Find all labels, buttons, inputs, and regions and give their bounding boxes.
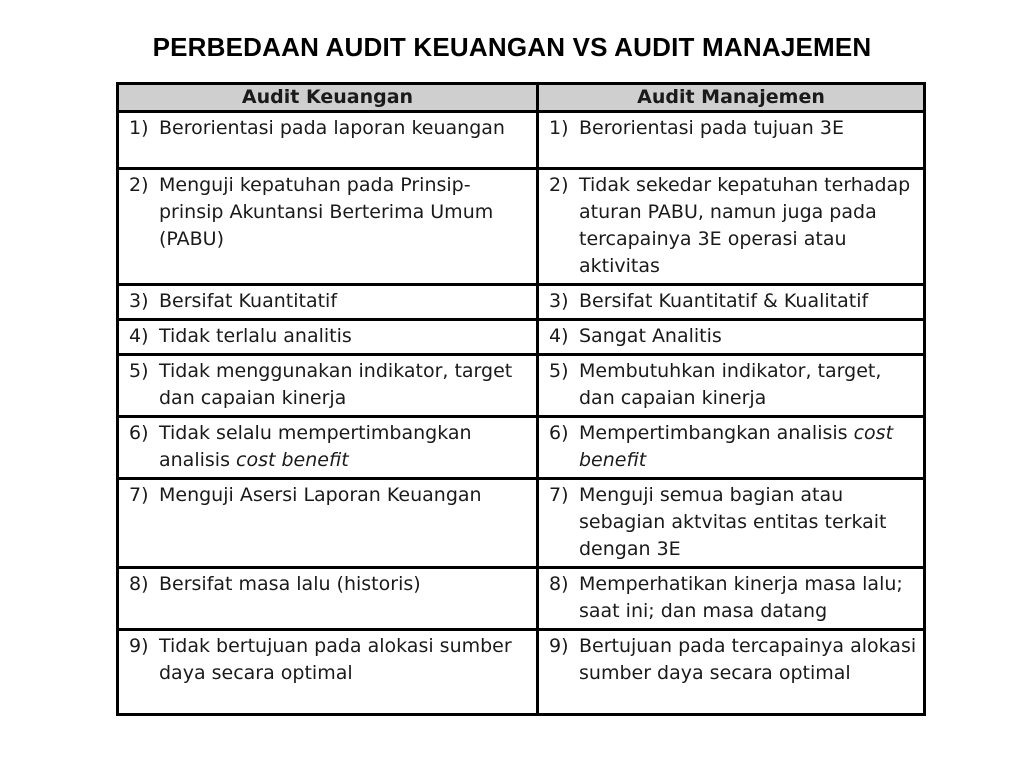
item-text-main: Tidak bertujuan pada alokasi sumber daya secara optimal: [159, 635, 512, 684]
item-number: 4): [549, 325, 569, 347]
item-text-main: Sangat Analitis: [579, 325, 722, 347]
audit-keuangan-cell: [118, 630, 538, 715]
item-text-main: Bersifat Kuantitatif & Kualitatif: [579, 290, 869, 312]
item-text-main: Menguji kepatuhan pada Prinsip-prinsip Akuntansi Berterima Umum (PABU): [159, 174, 494, 250]
audit-manajemen-cell: [538, 285, 925, 320]
audit-keuangan-cell: [118, 568, 538, 630]
audit-keuangan-cell: [118, 417, 538, 479]
item-text-main: Bersifat Kuantitatif: [159, 290, 338, 312]
item-text: [159, 482, 532, 509]
audit-manajemen-cell: [538, 568, 925, 630]
audit-manajemen-cell: [538, 112, 925, 169]
item-number: 2): [129, 174, 149, 196]
item-number: 9): [549, 635, 569, 657]
audit-manajemen-cell: [538, 479, 925, 568]
item-number: 3): [549, 290, 569, 312]
table-row: [118, 285, 925, 320]
table-row: [118, 417, 925, 479]
item-number: 7): [549, 484, 569, 506]
item-number: 3): [129, 290, 149, 312]
item-text-main: Bersifat masa lalu (historis): [159, 573, 421, 595]
table-row: [118, 112, 925, 169]
item-text: [159, 115, 532, 142]
item-number: 9): [129, 635, 149, 657]
table-row: [118, 320, 925, 355]
item-text-main: Bertujuan pada tercapainya alokasi sumber daya secara optimal: [579, 635, 917, 684]
audit-keuangan-cell: [118, 169, 538, 285]
item-text: [159, 571, 532, 598]
table-body: [118, 112, 925, 715]
item-text: [159, 323, 532, 350]
item-text: [579, 115, 919, 142]
item-number: 5): [549, 360, 569, 382]
table-row: [118, 479, 925, 568]
item-text: [579, 172, 919, 280]
item-number: 1): [129, 117, 149, 139]
item-text-main: Tidak selalu mempertimbangkan analisis: [159, 422, 472, 471]
table-header-row: [118, 84, 925, 112]
audit-keuangan-cell: [118, 479, 538, 568]
audit-manajemen-cell: [538, 355, 925, 417]
item-text: [159, 358, 532, 412]
item-text-main: Membutuhkan indikator, target, dan capaian kinerja: [579, 360, 882, 409]
item-text: [579, 420, 919, 474]
item-number: 8): [549, 573, 569, 595]
item-text: [579, 358, 919, 412]
audit-keuangan-cell: [118, 320, 538, 355]
audit-keuangan-cell: [118, 355, 538, 417]
audit-keuangan-cell: [118, 285, 538, 320]
item-text-main: Tidak sekedar kepatuhan terhadap aturan PABU, namun juga pada tercapainya 3E operasi atau aktivitas: [579, 174, 911, 277]
item-text: [579, 288, 919, 315]
item-text-main: Menguji semua bagian atau sebagian aktvitas entitas terkait dengan 3E: [579, 484, 887, 560]
item-text-main: Berorientasi pada laporan keuangan: [159, 117, 505, 139]
table-row: [118, 169, 925, 285]
item-text: [159, 633, 532, 687]
item-number: 2): [549, 174, 569, 196]
item-text: [159, 288, 532, 315]
audit-manajemen-cell: [538, 169, 925, 285]
item-text: [579, 633, 919, 687]
item-text-italic: cost benefit: [236, 449, 349, 471]
page-title: PERBEDAAN AUDIT KEUANGAN VS AUDIT MANAJEMEN: [152, 32, 872, 62]
comparison-table: [116, 82, 926, 716]
audit-manajemen-cell: [538, 630, 925, 715]
item-text: [159, 420, 532, 474]
item-text: [579, 571, 919, 625]
item-text-main: Tidak terlalu analitis: [159, 325, 352, 347]
item-text-main: Berorientasi pada tujuan 3E: [579, 117, 844, 139]
table-row: [118, 630, 925, 715]
item-text: [579, 482, 919, 563]
item-text-main: Memperhatikan kinerja masa lalu; saat ini; dan masa datang: [579, 573, 903, 622]
item-number: 6): [549, 422, 569, 444]
audit-manajemen-cell: [538, 417, 925, 479]
header-audit-keuangan: Audit Keuangan: [118, 84, 538, 112]
table-row: [118, 355, 925, 417]
item-number: 8): [129, 573, 149, 595]
item-number: 4): [129, 325, 149, 347]
audit-keuangan-cell: [118, 112, 538, 169]
header-audit-manajemen: Audit Manajemen: [538, 84, 925, 112]
item-number: 1): [549, 117, 569, 139]
item-number: 5): [129, 360, 149, 382]
item-number: 7): [129, 484, 149, 506]
item-text: [159, 172, 532, 253]
item-text-main: Mempertimbangkan analisis: [579, 422, 854, 444]
item-number: 6): [129, 422, 149, 444]
audit-manajemen-cell: [538, 320, 925, 355]
item-text-italic: cost benefit: [579, 422, 894, 471]
item-text-main: Menguji Asersi Laporan Keuangan: [159, 484, 482, 506]
item-text-main: Tidak menggunakan indikator, target dan capaian kinerja: [159, 360, 513, 409]
table-row: [118, 568, 925, 630]
item-text: [579, 323, 919, 350]
